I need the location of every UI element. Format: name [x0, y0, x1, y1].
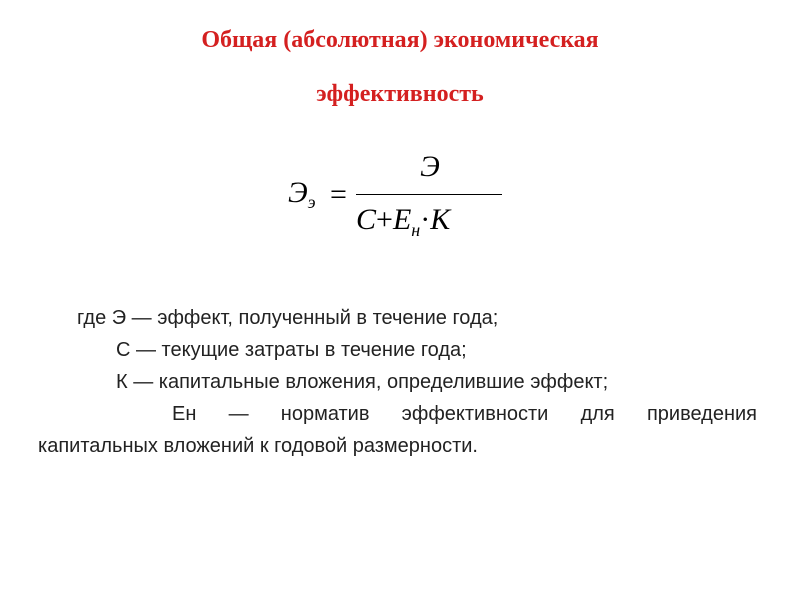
slide-title-line-2: эффективность: [316, 81, 484, 107]
formula-lhs: [288, 178, 316, 211]
denominator-e-subscript: н: [411, 220, 421, 240]
formula-fraction-line: [356, 194, 502, 195]
formula-denominator: [356, 205, 502, 239]
definition-efficiency-norm-continued: капитальных вложений к годовой размерности.: [38, 435, 478, 457]
denominator-c: C: [356, 203, 377, 236]
formula-lhs-symbol: Э: [288, 176, 308, 209]
denominator-e: E: [392, 203, 412, 236]
definition-effect: где Э — эффект, полученный в течение года;: [77, 307, 499, 329]
definition-current-costs: С — текущие затраты в течение года;: [116, 339, 467, 361]
formula-numerator: Э: [420, 150, 440, 183]
slide-title-line-1: Общая (абсолютная) экономическая: [201, 27, 599, 53]
denominator-k: K: [430, 203, 451, 236]
formula-lhs-subscript: э: [307, 192, 316, 212]
formula-equals-sign: =: [330, 178, 347, 211]
definition-capital-investment: К — капитальные вложения, определившие эффект;: [116, 371, 609, 393]
denominator-plus: +: [376, 203, 393, 236]
definition-efficiency-norm: Ен — норматив эффективности для приведения: [172, 403, 757, 425]
denominator-dot: ·: [420, 203, 431, 236]
